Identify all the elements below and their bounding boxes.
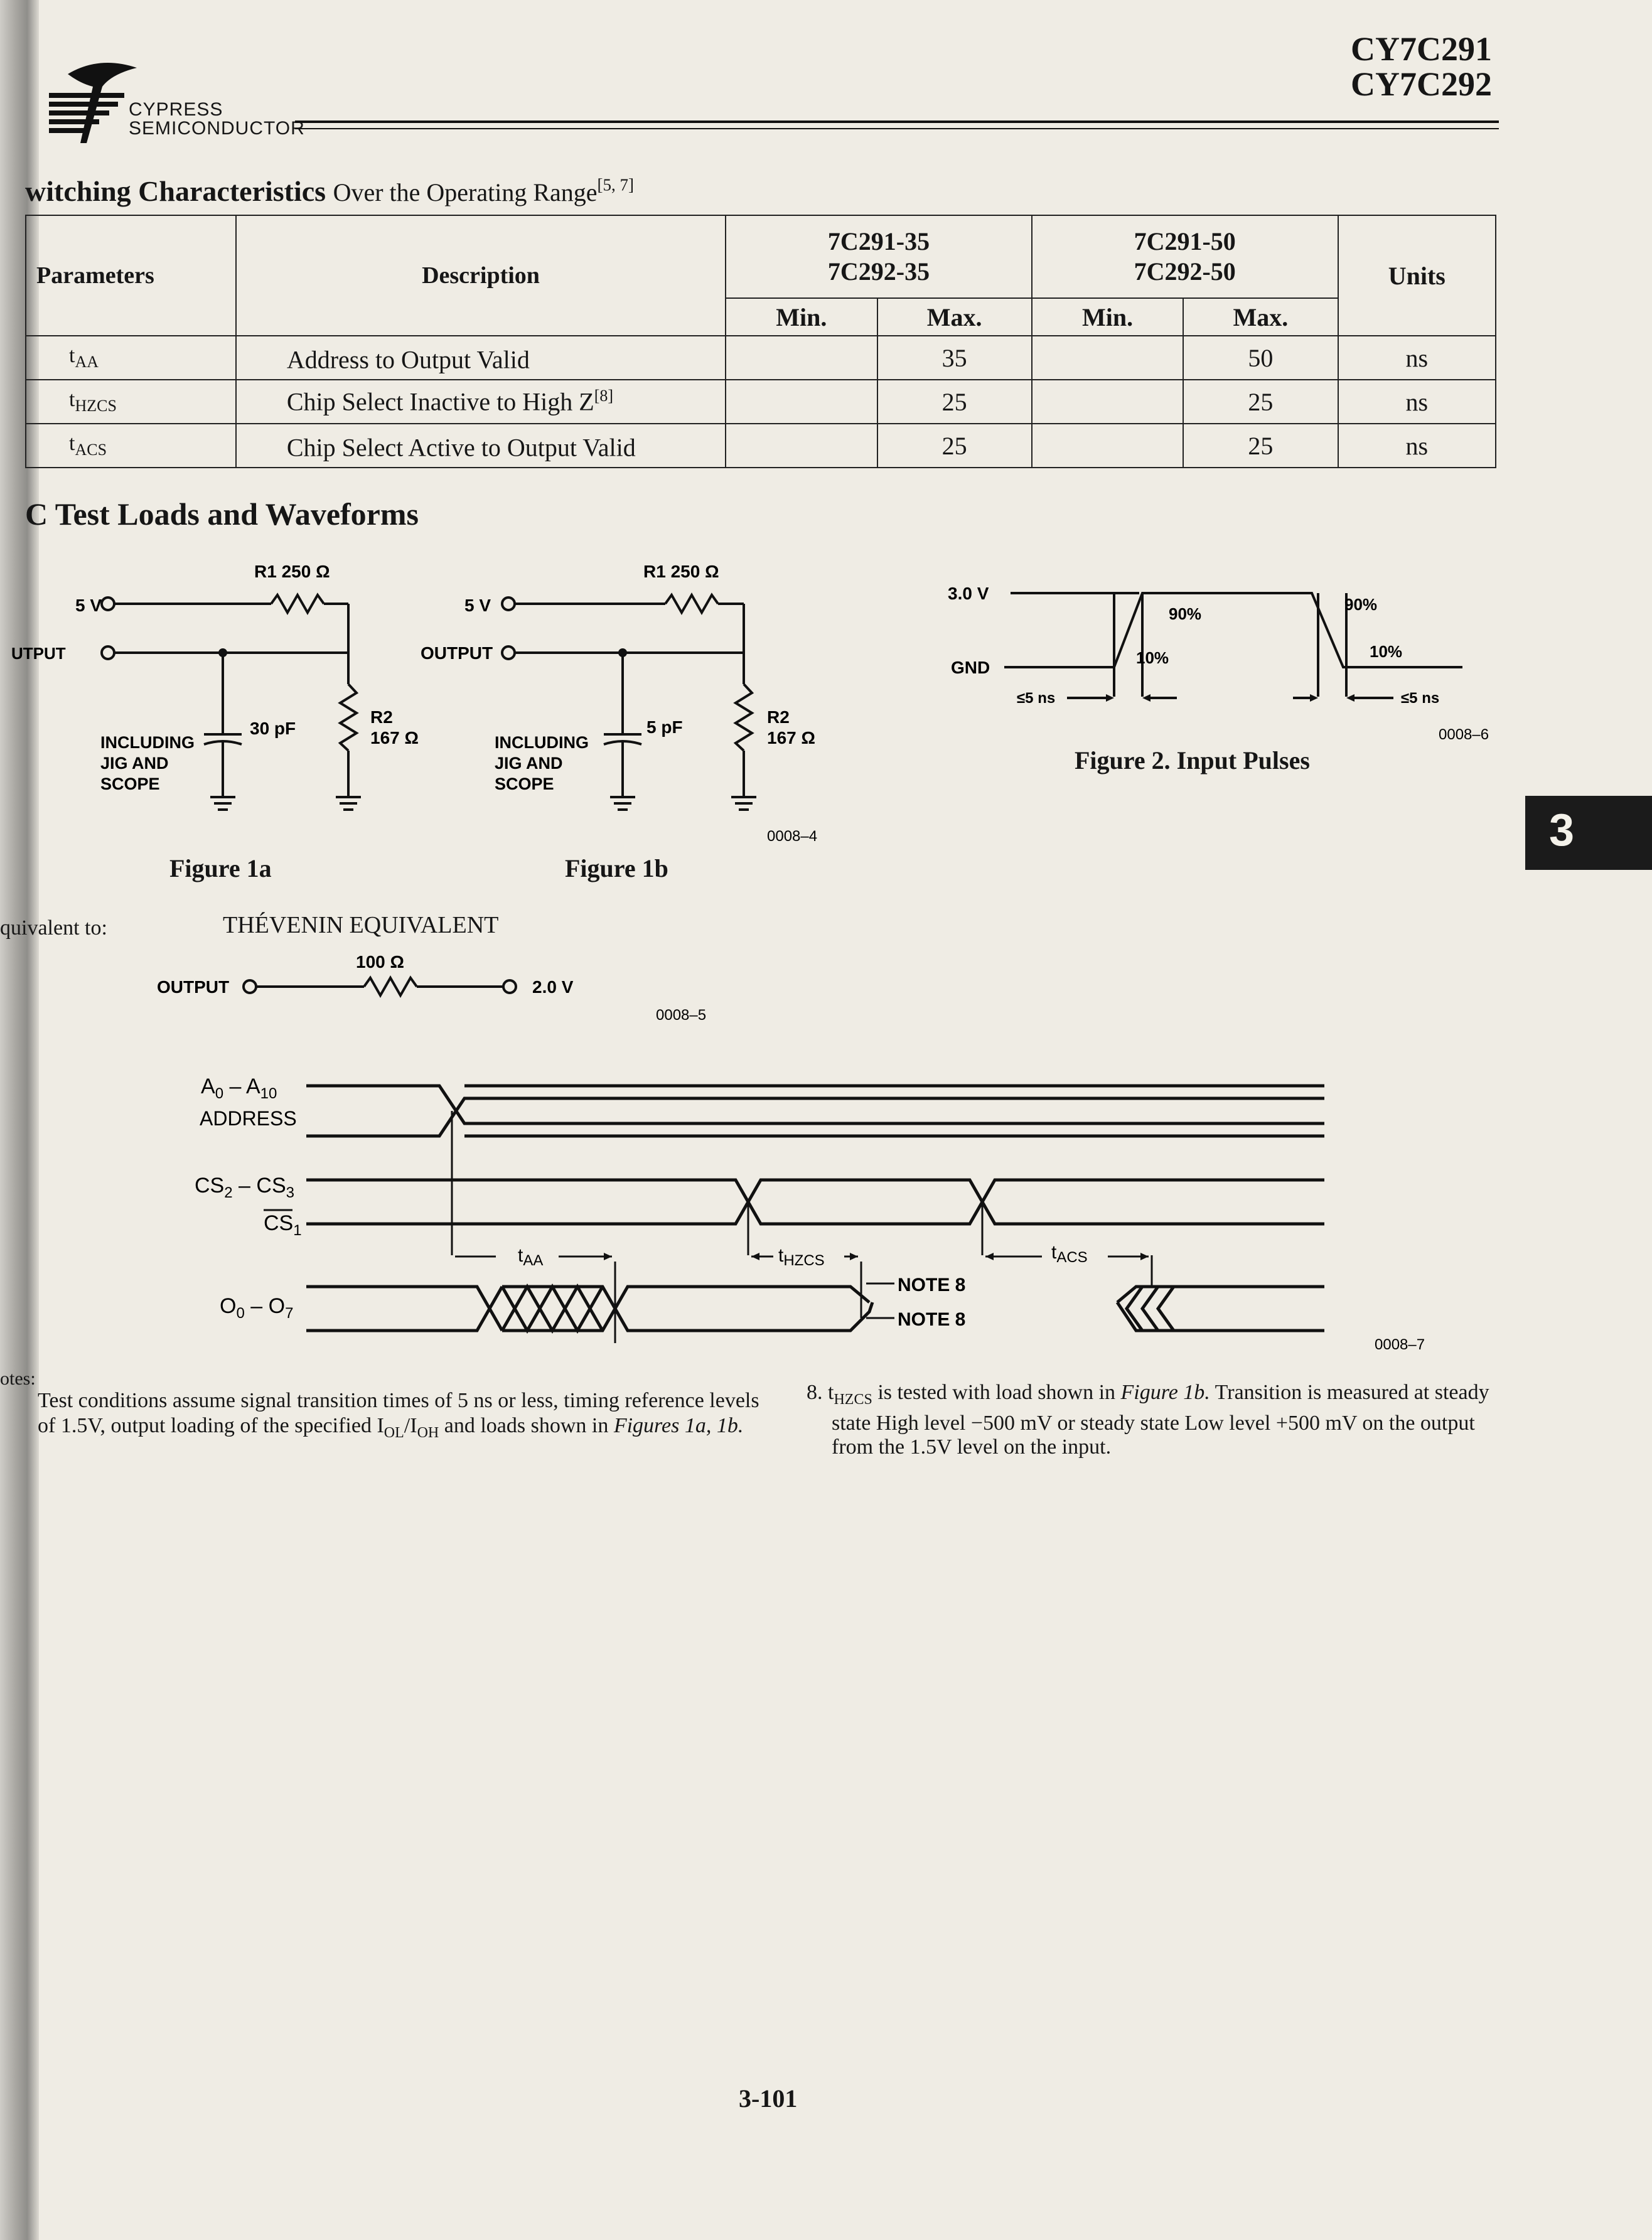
col-max-50: Max. [1183, 298, 1338, 336]
max35-cell: 35 [877, 336, 1032, 380]
fig2-90a: 90% [1169, 604, 1202, 623]
col-group-35 [726, 215, 1032, 298]
fig1a-including: INCLUDING [100, 733, 195, 752]
fig2-code: 0008–6 [1439, 726, 1489, 743]
max50-cell: 25 [1183, 380, 1338, 424]
figure-1a-circuit [0, 552, 439, 828]
fig1a-r2-value: 167 Ω [370, 728, 419, 748]
desc-cell: Address to Output Valid [236, 336, 726, 380]
fig1b-code: 0008–4 [767, 828, 818, 845]
col-parameters: Parameters [26, 215, 236, 336]
timing-addr-2: ADDRESS [200, 1107, 297, 1130]
fig1a-r2: R2 [370, 707, 393, 727]
fig1a-5v: 5 V [75, 596, 102, 615]
ac-title: C Test Loads and Waveforms [25, 496, 419, 532]
timing-tacs: $t_{ACS}$ [1051, 1242, 1088, 1266]
fig2-rise: ≤5 ns [1017, 690, 1056, 707]
max50-cell: 25 [1183, 424, 1338, 468]
fig1b-including: INCLUDING [495, 733, 589, 752]
table-row [26, 424, 1496, 468]
units-cell: ns [1338, 336, 1496, 380]
switching-notes-ref: [5, 7] [597, 175, 635, 195]
thevenin-output: OUTPUT [157, 977, 230, 997]
equivalent-label: quivalent to: [0, 916, 107, 940]
logo-wordmark [129, 100, 305, 138]
param-cell: $t_{HZCS}$ [26, 380, 236, 424]
notes-heading: otes: [0, 1368, 36, 1389]
fig1a-output: UTPUT [11, 644, 66, 663]
figure-2-caption: Figure 2. Input Pulses [1075, 746, 1310, 774]
part-number [1351, 31, 1492, 102]
col-min-50: Min. [1032, 298, 1183, 336]
thevenin-v: 2.0 V [532, 977, 574, 997]
part-number-1: CY7C291 [1351, 30, 1492, 68]
fig1a-scope: SCOPE [100, 774, 160, 793]
min35-cell [726, 336, 877, 380]
header-rule [295, 121, 1499, 129]
note-8: 8. $t_{HZCS}$ is tested with load shown in Figure 1b. Transition is measured at steady state High level −500 mV or steady state Low level +500 mV on the output from the 1.5V level on the input. [807, 1381, 1489, 1459]
fig1b-r1: R1 250 Ω [643, 562, 719, 581]
max35-cell: 25 [877, 424, 1032, 468]
thevenin-title: THÉVENIN EQUIVALENT [223, 912, 499, 938]
min50-cell [1032, 380, 1183, 424]
figure-1b-caption: Figure 1b [565, 854, 668, 882]
fig1b-output: OUTPUT [421, 643, 493, 663]
group35-line2: 7C292-35 [827, 257, 930, 286]
switching-subtitle: Over the Operating Range [333, 178, 598, 206]
thevenin-r: 100 Ω [356, 952, 404, 972]
col-units: Units [1338, 215, 1496, 336]
switching-table [25, 215, 1496, 468]
timing-note8b: NOTE 8 [898, 1309, 966, 1330]
section-tab: 3 [1525, 796, 1652, 870]
logo-line-2: SEMICONDUCTOR [129, 118, 305, 139]
switching-title [25, 174, 634, 208]
fig1b-r2: R2 [767, 707, 790, 727]
timing-thzcs: $t_{HZCS}$ [778, 1245, 825, 1269]
thevenin-code: 0008–5 [656, 1007, 707, 1024]
fig1a-r1: R1 250 Ω [254, 562, 330, 581]
timing-taa: $t_{AA}$ [518, 1245, 544, 1269]
fig1a-jig: JIG AND [100, 754, 169, 773]
figure-1a-caption: Figure 1a [169, 854, 272, 882]
note-7: Test conditions assume signal transition times of 5 ns or less, timing reference levels of 1.5V, output loading of the specified $I_{OL}/I_{OH}$ and loads shown in Figures 1a, 1b. [38, 1389, 759, 1441]
min35-cell [726, 424, 877, 468]
col-description: Description [236, 215, 726, 336]
fig2-fall: ≤5 ns [1401, 690, 1440, 707]
group50-line1: 7C291-50 [1134, 227, 1236, 255]
col-group-50 [1032, 215, 1338, 298]
max35-cell: 25 [877, 380, 1032, 424]
logo-line-1: CYPRESS [129, 99, 223, 120]
timing-out: $O_0 - O_7$ [220, 1294, 294, 1322]
fig1b-jig: JIG AND [495, 754, 563, 773]
param-cell: $t_{AA}$ [26, 336, 236, 380]
desc-cell: Chip Select Active to Output Valid [236, 424, 726, 468]
table-row [26, 336, 1496, 380]
timing-cs-a: $CS_2 - CS_3$ [195, 1174, 294, 1201]
table-row [26, 380, 1496, 424]
figure-1b-circuit [402, 552, 904, 854]
fig2-gnd: GND [951, 658, 990, 677]
part-number-2: CY7C292 [1351, 65, 1492, 103]
min35-cell [726, 380, 877, 424]
fig1b-5v: 5 V [464, 596, 491, 615]
fig2-10b: 10% [1370, 642, 1403, 661]
fig2-10a: 10% [1136, 648, 1169, 667]
timing-diagram [0, 1054, 1506, 1368]
units-cell: ns [1338, 424, 1496, 468]
col-max-35: Max. [877, 298, 1032, 336]
param-cell: $t_{ACS}$ [26, 424, 236, 468]
timing-code: 0008–7 [1375, 1336, 1425, 1353]
fig2-90b: 90% [1344, 595, 1378, 614]
timing-cs-b: $CS_1$ [264, 1211, 302, 1239]
group50-line2: 7C292-50 [1134, 257, 1236, 286]
group35-line1: 7C291-35 [827, 227, 930, 255]
fig1b-scope: SCOPE [495, 774, 554, 793]
timing-note8a: NOTE 8 [898, 1275, 966, 1295]
fig1a-cap: 30 pF [250, 719, 296, 738]
thevenin-circuit [144, 941, 759, 1029]
col-min-35: Min. [726, 298, 877, 336]
fig2-3v: 3.0 V [948, 584, 989, 603]
page-number: 3-101 [739, 2084, 798, 2113]
units-cell: ns [1338, 380, 1496, 424]
fig1b-cap: 5 pF [646, 717, 683, 737]
min50-cell [1032, 424, 1183, 468]
figure-2-pulses [929, 571, 1506, 753]
switching-title-text: witching Characteristics [25, 175, 326, 207]
desc-cell: Chip Select Inactive to High Z[8] [236, 380, 726, 424]
min50-cell [1032, 336, 1183, 380]
fig1b-r2-value: 167 Ω [767, 728, 815, 748]
max50-cell: 50 [1183, 336, 1338, 380]
timing-addr-1: $A_0 - A_{10}$ [201, 1074, 277, 1102]
